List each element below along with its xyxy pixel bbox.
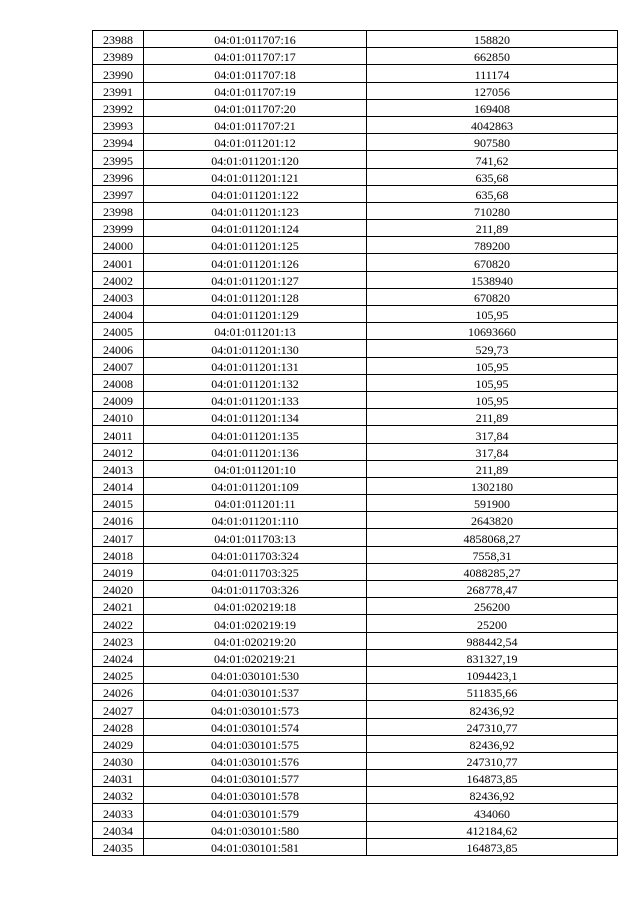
row-number-cell: 24033 [93,804,144,821]
row-number-cell: 24029 [93,735,144,752]
cadastral-value-cell: 1094423,1 [367,666,618,683]
row-number-cell: 24021 [93,598,144,615]
cadastral-value-cell: 1302180 [367,477,618,494]
cadastral-number-cell: 04:01:030101:579 [144,804,367,821]
table-row [93,787,618,804]
cadastral-value-cell: 317,84 [367,443,618,460]
table-row [93,701,618,718]
table-row [93,546,618,563]
cadastral-value-cell: 4042863 [367,116,618,133]
cadastral-number-cell: 04:01:011201:120 [144,151,367,168]
row-number-cell: 23991 [93,82,144,99]
row-number-cell: 24000 [93,237,144,254]
table-row [93,391,618,408]
table-row [93,598,618,615]
cadastral-number-cell: 04:01:011201:109 [144,477,367,494]
cadastral-number-cell: 04:01:020219:18 [144,598,367,615]
cadastral-number-cell: 04:01:011201:136 [144,443,367,460]
cadastral-number-cell: 04:01:011707:21 [144,116,367,133]
cadastral-value-cell: 169408 [367,99,618,116]
table-row [93,202,618,219]
row-number-cell: 24022 [93,615,144,632]
row-number-cell: 24026 [93,684,144,701]
cadastral-number-cell: 04:01:011703:325 [144,563,367,580]
table-row [93,237,618,254]
cadastral-number-cell: 04:01:011201:122 [144,185,367,202]
cadastral-value-cell: 412184,62 [367,821,618,838]
cadastral-value-table [92,30,618,856]
table-row [93,615,618,632]
row-number-cell: 24028 [93,718,144,735]
row-number-cell: 23997 [93,185,144,202]
row-number-cell: 24006 [93,340,144,357]
cadastral-value-cell: 158820 [367,31,618,48]
row-number-cell: 24024 [93,649,144,666]
table-row [93,649,618,666]
cadastral-number-cell: 04:01:030101:581 [144,838,367,855]
table-row [93,684,618,701]
row-number-cell: 24017 [93,529,144,546]
row-number-cell: 23995 [93,151,144,168]
row-number-cell: 24034 [93,821,144,838]
table-row [93,735,618,752]
row-number-cell: 24014 [93,477,144,494]
table-row [93,752,618,769]
row-number-cell: 23992 [93,99,144,116]
table-row [93,357,618,374]
table-row [93,134,618,151]
cadastral-value-cell: 82436,92 [367,787,618,804]
table-row [93,426,618,443]
row-number-cell: 24023 [93,632,144,649]
cadastral-value-cell: 591900 [367,495,618,512]
row-number-cell: 23999 [93,220,144,237]
table-row [93,31,618,48]
cadastral-value-cell: 10693660 [367,323,618,340]
row-number-cell: 24003 [93,288,144,305]
cadastral-value-cell: 2643820 [367,512,618,529]
row-number-cell: 24001 [93,254,144,271]
table-row [93,581,618,598]
table-row [93,529,618,546]
table-row [93,821,618,838]
cadastral-value-cell: 164873,85 [367,838,618,855]
cadastral-value-cell: 82436,92 [367,701,618,718]
cadastral-number-cell: 04:01:011707:19 [144,82,367,99]
cadastral-value-cell: 317,84 [367,426,618,443]
row-number-cell: 24015 [93,495,144,512]
cadastral-number-cell: 04:01:011707:17 [144,48,367,65]
cadastral-number-cell: 04:01:030101:580 [144,821,367,838]
table-row [93,666,618,683]
cadastral-value-cell: 7558,31 [367,546,618,563]
cadastral-number-cell: 04:01:011201:129 [144,306,367,323]
cadastral-number-cell: 04:01:011707:18 [144,65,367,82]
cadastral-number-cell: 04:01:011201:135 [144,426,367,443]
table-row [93,718,618,735]
cadastral-value-cell: 4858068,27 [367,529,618,546]
row-number-cell: 24004 [93,306,144,323]
row-number-cell: 24035 [93,838,144,855]
cadastral-value-cell: 164873,85 [367,770,618,787]
table-row [93,409,618,426]
table-row [93,632,618,649]
cadastral-value-cell: 662850 [367,48,618,65]
cadastral-value-cell: 670820 [367,288,618,305]
table-row [93,443,618,460]
table-row [93,82,618,99]
cadastral-number-cell: 04:01:020219:19 [144,615,367,632]
table-row [93,495,618,512]
cadastral-number-cell: 04:01:011703:13 [144,529,367,546]
cadastral-value-cell: 670820 [367,254,618,271]
cadastral-number-cell: 04:01:011201:10 [144,460,367,477]
row-number-cell: 24013 [93,460,144,477]
cadastral-number-cell: 04:01:011201:127 [144,271,367,288]
cadastral-value-cell: 988442,54 [367,632,618,649]
row-number-cell: 24027 [93,701,144,718]
row-number-cell: 24019 [93,563,144,580]
document-page [92,30,617,856]
row-number-cell: 23993 [93,116,144,133]
row-number-cell: 23990 [93,65,144,82]
cadastral-number-cell: 04:01:011201:130 [144,340,367,357]
table-row [93,288,618,305]
cadastral-value-cell: 105,95 [367,374,618,391]
row-number-cell: 24010 [93,409,144,426]
cadastral-value-cell: 105,95 [367,306,618,323]
cadastral-number-cell: 04:01:030101:530 [144,666,367,683]
cadastral-number-cell: 04:01:011201:121 [144,168,367,185]
cadastral-value-cell: 907580 [367,134,618,151]
cadastral-number-cell: 04:01:011201:126 [144,254,367,271]
cadastral-value-cell: 211,89 [367,220,618,237]
cadastral-value-cell: 127056 [367,82,618,99]
cadastral-value-cell: 268778,47 [367,581,618,598]
cadastral-value-cell: 635,68 [367,185,618,202]
table-row [93,374,618,391]
cadastral-value-cell: 789200 [367,237,618,254]
cadastral-value-cell: 831327,19 [367,649,618,666]
cadastral-number-cell: 04:01:030101:537 [144,684,367,701]
table-row [93,323,618,340]
cadastral-value-cell: 105,95 [367,357,618,374]
cadastral-value-cell: 741,62 [367,151,618,168]
table-row [93,116,618,133]
cadastral-number-cell: 04:01:030101:577 [144,770,367,787]
cadastral-number-cell: 04:01:030101:576 [144,752,367,769]
row-number-cell: 23998 [93,202,144,219]
table-row [93,220,618,237]
cadastral-number-cell: 04:01:030101:578 [144,787,367,804]
table-row [93,460,618,477]
table-row [93,477,618,494]
cadastral-number-cell: 04:01:030101:573 [144,701,367,718]
table-row [93,65,618,82]
table-row [93,99,618,116]
cadastral-value-cell: 247310,77 [367,718,618,735]
row-number-cell: 24005 [93,323,144,340]
cadastral-number-cell: 04:01:030101:575 [144,735,367,752]
cadastral-number-cell: 04:01:011201:128 [144,288,367,305]
table-body [93,31,618,856]
row-number-cell: 24016 [93,512,144,529]
table-row [93,512,618,529]
table-row [93,48,618,65]
table-row [93,168,618,185]
table-row [93,563,618,580]
cadastral-number-cell: 04:01:011201:124 [144,220,367,237]
cadastral-value-cell: 111174 [367,65,618,82]
row-number-cell: 24032 [93,787,144,804]
row-number-cell: 23988 [93,31,144,48]
cadastral-number-cell: 04:01:011201:133 [144,391,367,408]
row-number-cell: 23994 [93,134,144,151]
table-row [93,838,618,855]
cadastral-value-cell: 1538940 [367,271,618,288]
row-number-cell: 24031 [93,770,144,787]
cadastral-value-cell: 511835,66 [367,684,618,701]
cadastral-number-cell: 04:01:011201:131 [144,357,367,374]
cadastral-value-cell: 434060 [367,804,618,821]
cadastral-number-cell: 04:01:030101:574 [144,718,367,735]
cadastral-number-cell: 04:01:011707:16 [144,31,367,48]
cadastral-number-cell: 04:01:011201:134 [144,409,367,426]
cadastral-value-cell: 256200 [367,598,618,615]
cadastral-number-cell: 04:01:011201:12 [144,134,367,151]
row-number-cell: 24007 [93,357,144,374]
cadastral-value-cell: 635,68 [367,168,618,185]
row-number-cell: 23996 [93,168,144,185]
table-row [93,770,618,787]
cadastral-value-cell: 211,89 [367,409,618,426]
table-row [93,254,618,271]
cadastral-number-cell: 04:01:011201:125 [144,237,367,254]
cadastral-value-cell: 105,95 [367,391,618,408]
cadastral-value-cell: 25200 [367,615,618,632]
table-row [93,340,618,357]
row-number-cell: 24011 [93,426,144,443]
table-row [93,271,618,288]
row-number-cell: 24008 [93,374,144,391]
cadastral-number-cell: 04:01:011201:13 [144,323,367,340]
row-number-cell: 24020 [93,581,144,598]
row-number-cell: 23989 [93,48,144,65]
row-number-cell: 24012 [93,443,144,460]
row-number-cell: 24009 [93,391,144,408]
table-row [93,185,618,202]
row-number-cell: 24025 [93,666,144,683]
row-number-cell: 24018 [93,546,144,563]
cadastral-value-cell: 710280 [367,202,618,219]
cadastral-value-cell: 211,89 [367,460,618,477]
table-row [93,306,618,323]
cadastral-value-cell: 82436,92 [367,735,618,752]
cadastral-value-cell: 4088285,27 [367,563,618,580]
cadastral-number-cell: 04:01:011201:110 [144,512,367,529]
cadastral-number-cell: 04:01:011201:11 [144,495,367,512]
table-row [93,804,618,821]
cadastral-number-cell: 04:01:011201:132 [144,374,367,391]
cadastral-number-cell: 04:01:020219:20 [144,632,367,649]
cadastral-number-cell: 04:01:020219:21 [144,649,367,666]
cadastral-number-cell: 04:01:011201:123 [144,202,367,219]
cadastral-value-cell: 247310,77 [367,752,618,769]
table-row [93,151,618,168]
row-number-cell: 24030 [93,752,144,769]
cadastral-number-cell: 04:01:011703:326 [144,581,367,598]
cadastral-number-cell: 04:01:011707:20 [144,99,367,116]
row-number-cell: 24002 [93,271,144,288]
cadastral-value-cell: 529,73 [367,340,618,357]
cadastral-number-cell: 04:01:011703:324 [144,546,367,563]
